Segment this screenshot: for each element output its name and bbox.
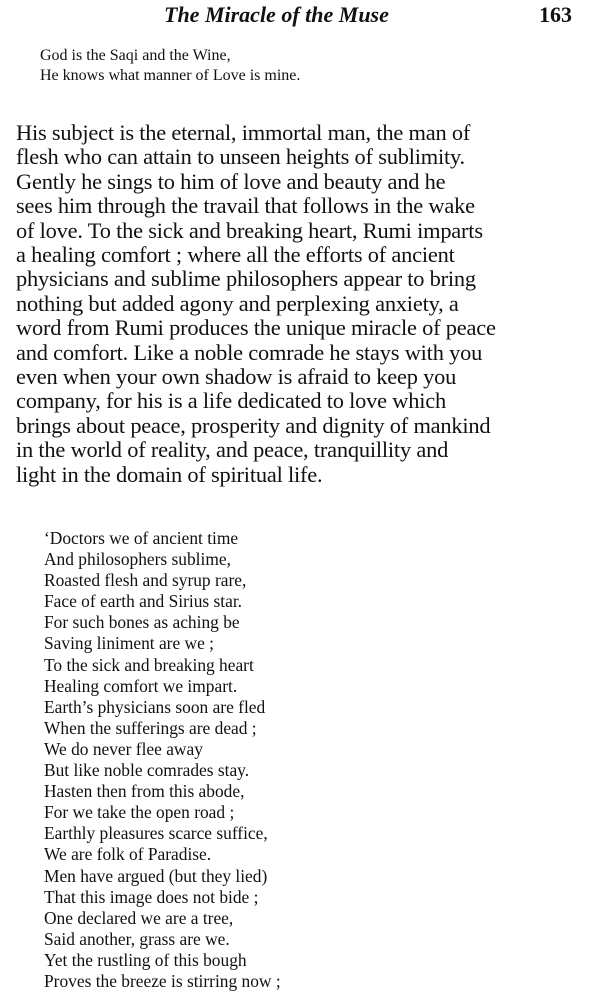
- poem-line: Said another, grass are we.: [44, 928, 230, 949]
- running-head: [0, 2, 600, 34]
- paragraph-line: flesh who can attain to unseen heights of sublimity.: [16, 144, 465, 170]
- poem-line: To the sick and breaking heart: [44, 654, 254, 675]
- epigraph-line: He knows what manner of Love is mine.: [40, 67, 301, 84]
- poem-line: One declared we are a tree,: [44, 907, 234, 928]
- paragraph-line: in the world of reality, and peace, tranquillity and: [16, 437, 449, 463]
- paragraph-line: Gently he sings to him of love and beauty and he: [16, 168, 446, 194]
- poem-line: When the sufferings are dead ;: [44, 717, 257, 738]
- poem-line: That this image does not bide ;: [44, 886, 259, 907]
- epigraph-line: God is the Saqi and the Wine,: [40, 47, 231, 64]
- epigraph: [40, 46, 300, 86]
- poem: [44, 528, 281, 992]
- body-paragraph: [16, 121, 594, 487]
- paragraph-line: company, for his is a life dedicated to love which: [16, 388, 447, 414]
- poem-line: Yet the rustling of this bough: [44, 949, 247, 970]
- paragraph-line: physicians and sublime philosophers appear to bring: [16, 266, 476, 292]
- poem-line: For we take the open road ;: [44, 802, 235, 823]
- poem-line: Proves the breeze is stirring now ;: [44, 970, 281, 991]
- paragraph-line: and comfort. Like a noble comrade he stays with you: [16, 339, 483, 365]
- poem-line: We do never flee away: [44, 738, 203, 759]
- poem-line: Hasten then from this abode,: [44, 781, 245, 802]
- poem-line: Face of earth and Sirius star.: [44, 591, 243, 612]
- paragraph-line: of love. To the sick and breaking heart, Rumi imparts: [16, 217, 483, 243]
- poem-line: Earthly pleasures scarce suffice,: [44, 823, 268, 844]
- poem-line: Healing comfort we impart.: [44, 675, 238, 696]
- poem-line: For such bones as aching be: [44, 612, 240, 633]
- poem-line: Saving liniment are we ;: [44, 633, 215, 654]
- paragraph-line: a healing comfort ; where all the efforts of ancient: [16, 242, 455, 268]
- poem-line: We are folk of Paradise.: [44, 844, 212, 865]
- paragraph-line: sees him through the travail that follows in the wake: [16, 193, 475, 219]
- paragraph-line: light in the domain of spiritual life.: [16, 461, 323, 487]
- running-title: The Miracle of the Muse: [164, 2, 389, 27]
- paragraph-line: word from Rumi produces the unique miracle of peace: [16, 315, 496, 341]
- paragraph-line: even when your own shadow is afraid to keep you: [16, 364, 457, 390]
- paragraph-line: brings about peace, prosperity and dignity of mankind: [16, 412, 491, 438]
- page-number: 163: [539, 2, 572, 27]
- poem-line: Roasted flesh and syrup rare,: [44, 570, 247, 591]
- poem-line: Men have argued (but they lied): [44, 865, 268, 886]
- poem-line: But like noble comrades stay.: [44, 760, 250, 781]
- poem-line: And philosophers sublime,: [44, 549, 231, 570]
- paragraph-line: His subject is the eternal, immortal man, the man of: [16, 120, 471, 145]
- poem-line: Earth’s physicians soon are fled: [44, 696, 266, 717]
- poem-line: ‘Doctors we of ancient time: [44, 528, 239, 548]
- paragraph-line: nothing but added agony and perplexing anxiety, a: [16, 290, 459, 316]
